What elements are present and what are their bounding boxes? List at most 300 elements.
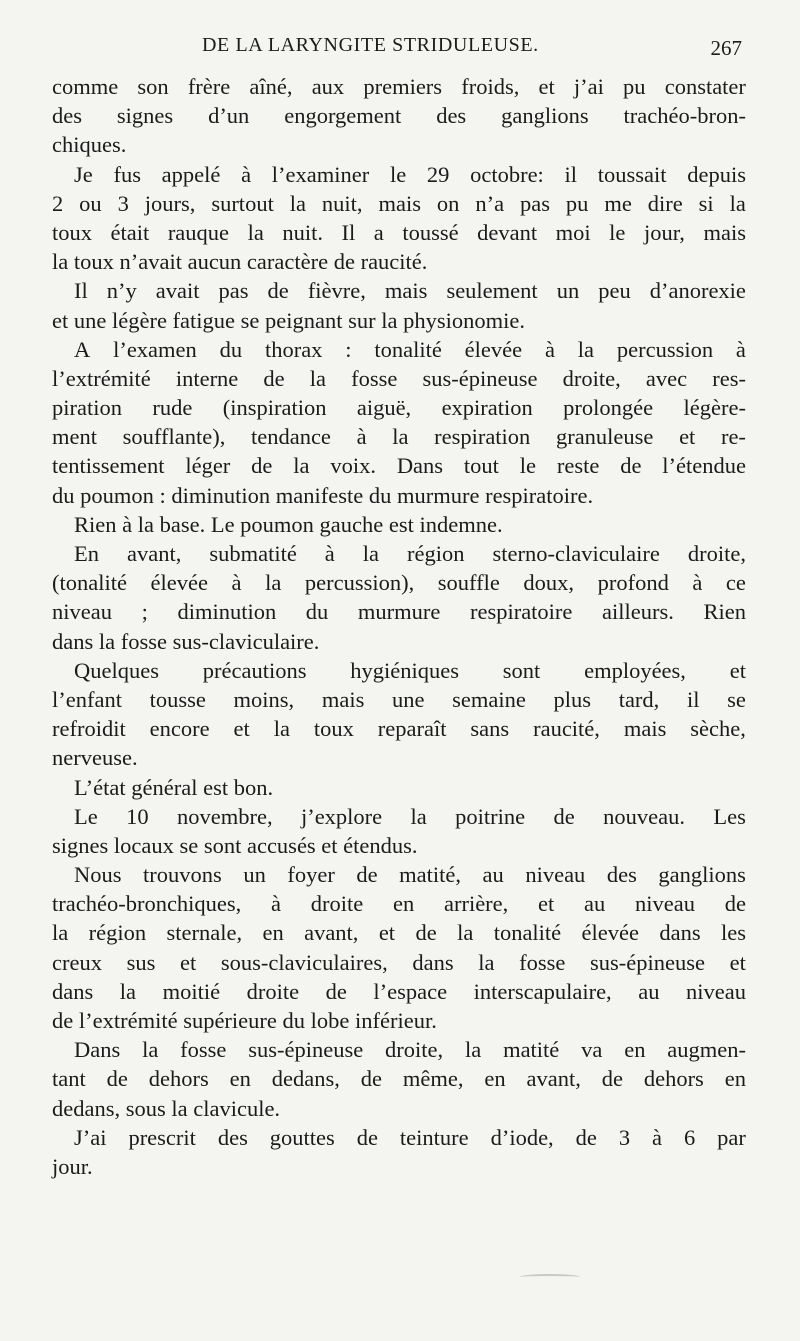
word: il xyxy=(686,686,700,712)
word: sus-épineuse xyxy=(590,949,706,975)
word: sont xyxy=(502,657,541,683)
word: prescrit xyxy=(128,1124,196,1150)
word: de xyxy=(106,1066,128,1092)
word: la xyxy=(392,424,409,450)
line-text: Rien à la base. Le poumon gauche est indemne. xyxy=(74,511,503,537)
word: aîné, xyxy=(249,74,293,99)
word: sus xyxy=(126,949,156,975)
word: sans xyxy=(470,716,510,742)
text-line xyxy=(52,1152,746,1181)
word: par xyxy=(717,1124,746,1150)
word: de xyxy=(356,862,378,888)
text-line xyxy=(52,1035,746,1064)
word: en xyxy=(724,1066,746,1092)
word: de xyxy=(553,803,575,829)
word: un xyxy=(243,862,266,888)
word: depuis xyxy=(687,161,746,187)
word: un xyxy=(556,278,580,304)
word: niveau xyxy=(635,891,695,917)
word: on xyxy=(436,190,460,216)
word: tonalité xyxy=(374,336,442,362)
word: de xyxy=(620,453,642,479)
text-line xyxy=(52,889,746,918)
word: J’ai xyxy=(74,1124,107,1150)
line-text: et une légère fatigue se peignant sur la physionomie. xyxy=(52,307,525,333)
text-line xyxy=(52,72,746,101)
word: (tonalité xyxy=(52,570,127,596)
word: matité xyxy=(503,1037,560,1063)
word: à xyxy=(231,570,242,596)
word: dehors xyxy=(148,1066,209,1092)
text-line xyxy=(52,656,746,685)
word: granuleuse xyxy=(555,424,654,450)
text-line xyxy=(52,335,746,364)
text-line xyxy=(52,218,746,247)
word: des xyxy=(217,1124,248,1150)
word: et xyxy=(180,949,197,975)
word: Rien xyxy=(703,599,746,625)
word: la xyxy=(729,190,746,216)
word: nouveau. xyxy=(603,803,686,829)
word: Les xyxy=(713,803,746,829)
word: submatité xyxy=(209,541,297,566)
word: pas xyxy=(519,190,550,216)
word: respiration xyxy=(434,424,531,450)
word: niveau xyxy=(52,599,112,625)
word: plus xyxy=(553,686,592,712)
line-text: L’état général est bon. xyxy=(74,774,274,800)
text-line xyxy=(52,160,746,189)
text-line xyxy=(52,130,746,159)
word: la xyxy=(577,336,595,362)
word: foyer xyxy=(287,862,335,888)
word: il xyxy=(564,161,578,187)
word: en xyxy=(392,891,415,917)
text-line xyxy=(52,714,746,743)
word: élevée xyxy=(464,336,523,362)
word: tard, xyxy=(618,686,660,712)
word: et xyxy=(538,891,555,917)
word: reste xyxy=(556,453,600,479)
word: et xyxy=(538,74,555,99)
text-line xyxy=(52,481,746,510)
word: Nous xyxy=(74,862,122,888)
word: tousse xyxy=(149,686,206,712)
word: d’anorexie xyxy=(649,278,746,304)
word: et xyxy=(729,949,746,975)
word: au xyxy=(584,891,606,917)
text-line xyxy=(52,101,746,130)
word: la xyxy=(265,570,282,596)
word: mais xyxy=(321,686,365,712)
word: nuit, xyxy=(321,190,363,216)
word: du xyxy=(219,336,243,362)
word: sus-épineuse xyxy=(422,365,538,391)
word: ou xyxy=(79,190,102,216)
word: aiguë, xyxy=(356,395,412,421)
word: fosse xyxy=(519,949,566,975)
word: des xyxy=(52,103,82,129)
word: augmen- xyxy=(667,1037,746,1063)
text-line xyxy=(52,1123,746,1152)
word: et xyxy=(233,716,250,742)
word: Dans xyxy=(74,1037,121,1063)
word: dans xyxy=(52,978,94,1004)
word: pu xyxy=(623,74,646,99)
word: tout xyxy=(463,453,499,479)
text-line xyxy=(52,1094,746,1123)
line-text: la toux n’avait aucun caractère de raucité. xyxy=(52,249,428,275)
running-title: DE LA LARYNGITE STRIDULEUSE. xyxy=(202,34,539,56)
word: avant, xyxy=(304,920,359,946)
word: Le xyxy=(74,803,98,829)
word: tant xyxy=(52,1066,86,1092)
text-line xyxy=(52,977,746,1006)
word: si xyxy=(698,190,714,216)
word: souffle xyxy=(437,570,500,596)
text-line xyxy=(52,743,746,772)
word: la xyxy=(362,541,380,566)
word: la xyxy=(119,978,137,1004)
word: Quelques xyxy=(74,657,159,683)
word: dans xyxy=(659,920,701,946)
word: engorgement xyxy=(284,103,402,129)
word: son xyxy=(137,74,169,99)
word: Il xyxy=(74,278,88,304)
word: mais xyxy=(378,190,421,216)
word: à xyxy=(271,891,282,917)
text-line xyxy=(52,306,746,335)
word: ment xyxy=(52,424,97,450)
word: hygiéniques xyxy=(350,657,459,683)
text-line xyxy=(52,568,746,597)
word: la xyxy=(52,920,69,946)
word: 2 xyxy=(52,190,64,216)
word: des xyxy=(606,862,637,888)
word: (inspiration xyxy=(222,395,327,421)
word: Il xyxy=(341,219,356,245)
word: moitié xyxy=(162,978,221,1004)
word: trouvons xyxy=(143,862,222,888)
word: la xyxy=(293,453,310,479)
word: poitrine xyxy=(455,803,526,829)
word: semaine xyxy=(452,686,526,712)
word: de xyxy=(356,1124,378,1150)
text-line xyxy=(52,451,746,480)
word: les xyxy=(721,920,746,946)
text-line xyxy=(52,918,746,947)
word: dedans, xyxy=(271,1066,340,1092)
word: la xyxy=(273,716,290,742)
word: pu xyxy=(565,190,589,216)
word: aux xyxy=(311,74,345,99)
word: murmure xyxy=(357,599,441,625)
word: encore xyxy=(149,716,210,742)
word: va xyxy=(581,1037,603,1063)
word: 29 xyxy=(426,161,450,187)
word: au xyxy=(482,862,504,888)
word: une xyxy=(391,686,425,712)
word: ailleurs. xyxy=(602,599,674,625)
word: re- xyxy=(720,424,746,450)
word: toussait xyxy=(597,161,667,187)
word: employées, xyxy=(584,657,686,683)
word: dire xyxy=(647,190,683,216)
word: la xyxy=(309,365,327,391)
line-text: de l’extrémité supérieure du lobe inférieur. xyxy=(52,1008,437,1033)
word: élevée xyxy=(150,570,208,596)
word: de xyxy=(267,278,289,304)
word: avant, xyxy=(526,1066,581,1092)
line-text: du poumon : diminution manifeste du murmure respiratoire. xyxy=(52,482,594,508)
word: ; xyxy=(141,599,148,625)
word: profond xyxy=(597,570,669,596)
faded-ornament xyxy=(520,1274,580,1280)
word: reparaît xyxy=(377,716,447,742)
word: fièvre, xyxy=(307,278,366,304)
text-line xyxy=(52,247,746,276)
word: sternale, xyxy=(166,920,243,946)
word: piration xyxy=(52,395,122,421)
word: mais xyxy=(623,716,667,742)
word: octobre: xyxy=(470,161,544,187)
word: respiratoire xyxy=(469,599,573,625)
word: à xyxy=(356,424,367,450)
word: droite, xyxy=(687,541,746,566)
word: doux, xyxy=(523,570,575,596)
word: sous-claviculaires, xyxy=(220,949,388,975)
word: creux xyxy=(52,949,102,975)
word: la xyxy=(247,219,264,245)
page-number: 267 xyxy=(710,36,742,60)
word: tentissement xyxy=(52,453,165,479)
word: nuit. xyxy=(282,219,323,245)
word: percussion), xyxy=(304,570,415,596)
word: le xyxy=(609,219,626,245)
word: soufflante), xyxy=(122,424,226,450)
word: d’un xyxy=(208,103,250,129)
word: tonalité xyxy=(493,920,562,946)
word: niveau xyxy=(525,862,586,888)
word: le xyxy=(389,161,407,187)
word: l’extrémité xyxy=(52,365,151,391)
text-line xyxy=(52,1064,746,1093)
text-line xyxy=(52,831,746,860)
word: n’a xyxy=(475,190,505,216)
word: Je xyxy=(74,161,93,187)
word: jour, xyxy=(643,219,685,245)
word: diminution xyxy=(177,599,277,625)
word: à xyxy=(324,541,335,566)
text-line xyxy=(52,773,746,802)
word: à xyxy=(692,570,703,596)
page-header xyxy=(52,34,742,64)
word: de xyxy=(251,453,273,479)
word: froids, xyxy=(461,74,520,99)
word: du xyxy=(305,599,329,625)
word: et xyxy=(378,920,396,946)
word: matité, xyxy=(399,862,462,888)
word: pas xyxy=(218,278,249,304)
word: de xyxy=(601,1066,623,1092)
word: trachéo-bronchiques, xyxy=(52,891,242,917)
word: en xyxy=(484,1066,506,1092)
word: raucité, xyxy=(533,716,600,742)
word: jours, xyxy=(144,190,196,216)
word: premiers xyxy=(363,74,443,99)
word: légère- xyxy=(683,395,746,421)
word: 3 xyxy=(618,1124,631,1150)
word: droite xyxy=(246,978,300,1004)
word: droite, xyxy=(562,365,621,391)
word: l’espace xyxy=(373,978,448,1004)
word: rauque xyxy=(167,219,230,245)
word: A xyxy=(74,336,91,362)
word: de xyxy=(575,1124,597,1150)
text-line xyxy=(52,510,746,539)
word: à xyxy=(241,161,252,187)
word: toux xyxy=(52,219,93,245)
text-line xyxy=(52,276,746,305)
word: au xyxy=(638,978,660,1004)
word: trachéo-bron- xyxy=(623,103,746,129)
word: surtout xyxy=(211,190,274,216)
text-line xyxy=(52,422,746,451)
word: se xyxy=(727,686,746,712)
word: était xyxy=(110,219,150,245)
word: en xyxy=(262,920,284,946)
word: l’examiner xyxy=(271,161,370,187)
word: signes xyxy=(116,103,174,129)
word: toussé xyxy=(402,219,459,245)
word: refroidit xyxy=(52,716,126,742)
text-line xyxy=(52,1006,746,1035)
word: sèche, xyxy=(690,716,746,742)
word: avant, xyxy=(126,541,182,566)
word: interne xyxy=(175,365,239,391)
word: ganglions xyxy=(658,862,746,888)
word: dans xyxy=(412,949,454,975)
word: élevée xyxy=(581,920,639,946)
word: à xyxy=(652,1124,662,1150)
word: tendance xyxy=(250,424,331,450)
word: fosse xyxy=(351,365,398,391)
word: Dans xyxy=(396,453,444,479)
word: et xyxy=(729,657,746,683)
word: comme xyxy=(52,74,119,99)
word: de xyxy=(325,978,347,1004)
word: avec xyxy=(645,365,688,391)
text-line xyxy=(52,860,746,889)
text-line xyxy=(52,627,746,656)
word: le xyxy=(519,453,537,479)
text-line xyxy=(52,597,746,626)
text-line xyxy=(52,189,746,218)
word: fus xyxy=(113,161,141,187)
word: toux xyxy=(313,716,354,742)
word: à xyxy=(544,336,555,362)
word: a xyxy=(373,219,384,245)
word: voix. xyxy=(330,453,376,479)
word: et xyxy=(679,424,696,450)
word: seulement xyxy=(446,278,538,304)
word: l’enfant xyxy=(52,686,122,712)
word: l’examen xyxy=(113,336,197,362)
word: novembre, xyxy=(176,803,273,829)
text-line xyxy=(52,948,746,977)
word: percussion xyxy=(616,336,714,362)
word: région xyxy=(407,541,465,566)
word: me xyxy=(604,190,632,216)
word: ganglions xyxy=(501,103,589,129)
word: expiration xyxy=(441,395,533,421)
word: droite xyxy=(310,891,364,917)
word: interscapulaire, xyxy=(473,978,612,1004)
word: j’ai xyxy=(573,74,604,99)
word: 3 xyxy=(117,190,129,216)
word: de xyxy=(263,365,285,391)
word: En xyxy=(74,541,99,566)
word: frère xyxy=(187,74,231,99)
line-text: dedans, sous la clavicule. xyxy=(52,1095,281,1121)
word: res- xyxy=(712,365,746,391)
word: à xyxy=(735,336,746,362)
line-text: signes locaux se sont accusés et étendus. xyxy=(52,832,418,858)
line-text: nerveuse. xyxy=(52,745,138,771)
word: mais xyxy=(703,219,746,245)
word: sus-épineuse xyxy=(248,1037,364,1063)
word: arrière, xyxy=(443,891,509,917)
word: prolongée xyxy=(563,395,654,421)
word: des xyxy=(436,103,467,129)
word: : xyxy=(345,336,352,362)
word: d’iode, xyxy=(490,1124,554,1150)
word: même, xyxy=(402,1066,464,1092)
text-line xyxy=(52,539,746,568)
word: 10 xyxy=(126,803,149,829)
word: 6 xyxy=(683,1124,696,1150)
word: région xyxy=(88,920,147,946)
word: la xyxy=(464,1037,482,1063)
word: de xyxy=(724,891,746,917)
word: de xyxy=(360,1066,382,1092)
word: avait xyxy=(155,278,200,304)
word: constater xyxy=(664,74,746,99)
word: fosse xyxy=(180,1037,227,1063)
text-line xyxy=(52,685,746,714)
word: en xyxy=(229,1066,251,1092)
text-line xyxy=(52,393,746,422)
word: sterno-claviculaire xyxy=(492,541,660,566)
word: la xyxy=(457,920,474,946)
word: la xyxy=(410,803,427,829)
word: l’étendue xyxy=(662,453,746,479)
word: droite, xyxy=(385,1037,444,1063)
word: léger xyxy=(185,453,231,479)
word: j’explore xyxy=(300,803,383,829)
line-text: dans la fosse sus-claviculaire. xyxy=(52,628,320,654)
text-line xyxy=(52,802,746,831)
word: dehors xyxy=(643,1066,704,1092)
word: thorax xyxy=(264,336,323,362)
word: teinture xyxy=(399,1124,469,1150)
word: n’y xyxy=(106,278,137,304)
line-text: jour. xyxy=(52,1153,93,1179)
word: gouttes xyxy=(269,1124,335,1150)
word: précautions xyxy=(202,657,307,683)
word: la xyxy=(478,949,495,975)
word: rude xyxy=(152,395,193,421)
